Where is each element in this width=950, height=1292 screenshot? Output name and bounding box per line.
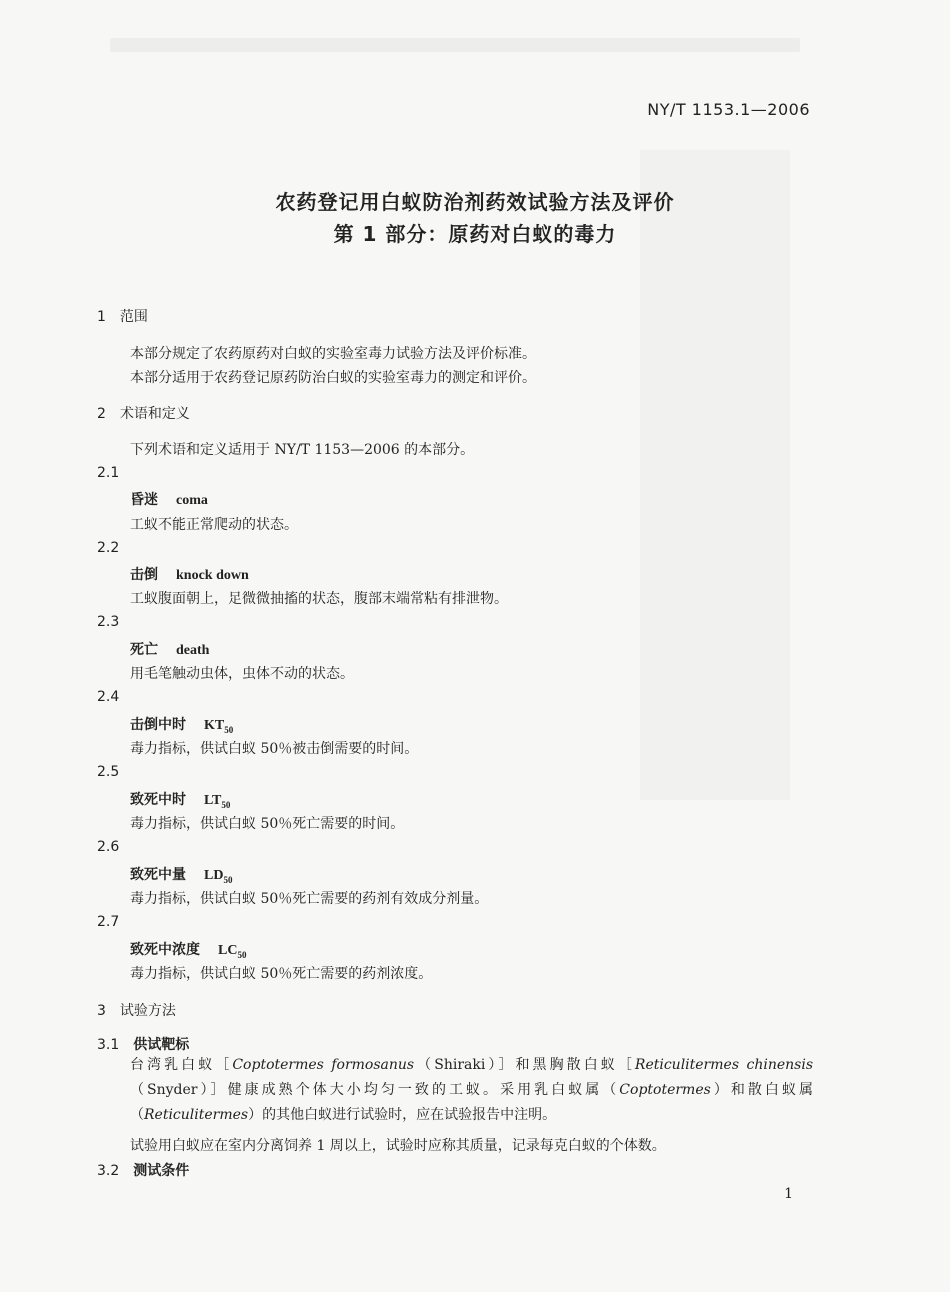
term-number: 2.3 (97, 614, 120, 630)
term-definition: 用毛笔触动虫体，虫体不动的状态。 (130, 666, 354, 682)
term-zh: 昏迷 (130, 492, 158, 508)
term-heading (130, 564, 249, 584)
text-run: 台湾乳白蚁［ (130, 1057, 233, 1073)
subsection-number: 3.1 (97, 1037, 120, 1053)
paragraph: 下列术语和定义适用于 NY/T 1153—2006 的本部分。 (130, 442, 475, 458)
term-zh: 死亡 (130, 642, 158, 658)
term-symbol: LD (204, 868, 224, 883)
term-zh: 击倒 (130, 567, 158, 583)
term-heading (130, 714, 233, 735)
scan-artifact (110, 38, 800, 52)
term-en (204, 793, 230, 808)
term-subscript: 50 (223, 874, 233, 885)
term-en (204, 718, 233, 733)
term-en: knock down (176, 568, 249, 583)
term-en: coma (176, 493, 208, 508)
subsection-3-2-heading (97, 1160, 189, 1180)
term-heading (130, 639, 209, 659)
document-title: 农药登记用白蚁防治剂药效试验方法及评价 (275, 190, 675, 214)
section-number: 3 (97, 1003, 106, 1019)
term-en: death (176, 643, 210, 658)
term-definition: 毒力指标，供试白蚁 50％死亡需要的药剂有效成分剂量。 (130, 891, 489, 907)
section-number: 2 (97, 406, 106, 422)
term-symbol: KT (204, 718, 225, 733)
term-subscript: 50 (221, 799, 231, 810)
term-heading (130, 789, 230, 810)
term-heading (130, 939, 246, 960)
subsection-title: 供试靶标 (133, 1037, 190, 1053)
section-title: 术语和定义 (119, 406, 190, 422)
scan-artifact (640, 150, 790, 800)
term-definition: 工蚁不能正常爬动的状态。 (130, 517, 298, 533)
term-number: 2.4 (97, 689, 120, 705)
term-heading (130, 864, 232, 885)
standard-code: NY/T 1153.1—2006 (647, 100, 810, 119)
term-number: 2.1 (97, 465, 120, 481)
term-definition: 工蚁腹面朝上，足微微抽搐的状态，腹部末端常粘有排泄物。 (130, 591, 508, 607)
section-1-heading (97, 306, 148, 326)
paragraph: 本部分适用于农药登记原药防治白蚁的实验室毒力的测定和评价。 (130, 370, 536, 386)
genus-name: Reticulitermes (144, 1107, 249, 1123)
text-run: （Shiraki）］和黑胸散白蚁［ (414, 1057, 635, 1073)
subsection-3-1-heading (97, 1034, 189, 1054)
term-number: 2.6 (97, 839, 120, 855)
section-title: 范围 (119, 309, 148, 325)
subsection-number: 3.2 (97, 1163, 120, 1179)
paragraph-target-species (130, 1053, 813, 1128)
term-en (218, 943, 246, 958)
text-run: （Snyder）］健康成熟个体大小均匀一致的工蚁。采用乳白蚁属（ (130, 1082, 620, 1098)
paragraph: 本部分规定了农药原药对白蚁的实验室毒力试验方法及评价标准。 (130, 346, 536, 362)
term-subscript: 50 (224, 724, 234, 735)
term-definition: 毒力指标，供试白蚁 50％死亡需要的时间。 (130, 816, 405, 832)
term-zh: 致死中浓度 (130, 942, 200, 958)
text-run: ）的其他白蚁进行试验时，应在试验报告中注明。 (248, 1107, 557, 1123)
term-zh: 击倒中时 (130, 717, 186, 733)
text-run: ）和散白蚁属（ (130, 1082, 813, 1123)
page-number: 1 (784, 1186, 793, 1202)
term-number: 2.7 (97, 914, 120, 930)
term-zh: 致死中时 (130, 792, 186, 808)
term-symbol: LT (204, 793, 222, 808)
term-number: 2.5 (97, 764, 120, 780)
section-title: 试验方法 (119, 1003, 176, 1019)
subsection-title: 测试条件 (133, 1163, 190, 1179)
genus-name: Coptotermes (619, 1082, 711, 1098)
document-subtitle: 第 1 部分：原药对白蚁的毒力 (333, 222, 617, 246)
section-3-heading (97, 1000, 176, 1020)
term-en (204, 868, 232, 883)
term-definition: 毒力指标，供试白蚁 50％被击倒需要的时间。 (130, 741, 419, 757)
term-definition: 毒力指标，供试白蚁 50％死亡需要的药剂浓度。 (130, 966, 433, 982)
term-number: 2.2 (97, 540, 120, 556)
term-zh: 致死中量 (130, 867, 186, 883)
paragraph: 试验用白蚁应在室内分离饲养 1 周以上，试验时应称其质量，记录每克白蚁的个体数。 (130, 1138, 666, 1154)
species-name: Coptotermes formosanus (232, 1057, 415, 1073)
term-heading (130, 489, 208, 509)
section-2-heading (97, 403, 190, 423)
species-name: Reticulitermes chinensis (634, 1057, 814, 1073)
section-number: 1 (97, 309, 106, 325)
term-symbol: LC (218, 943, 238, 958)
term-subscript: 50 (237, 949, 247, 960)
